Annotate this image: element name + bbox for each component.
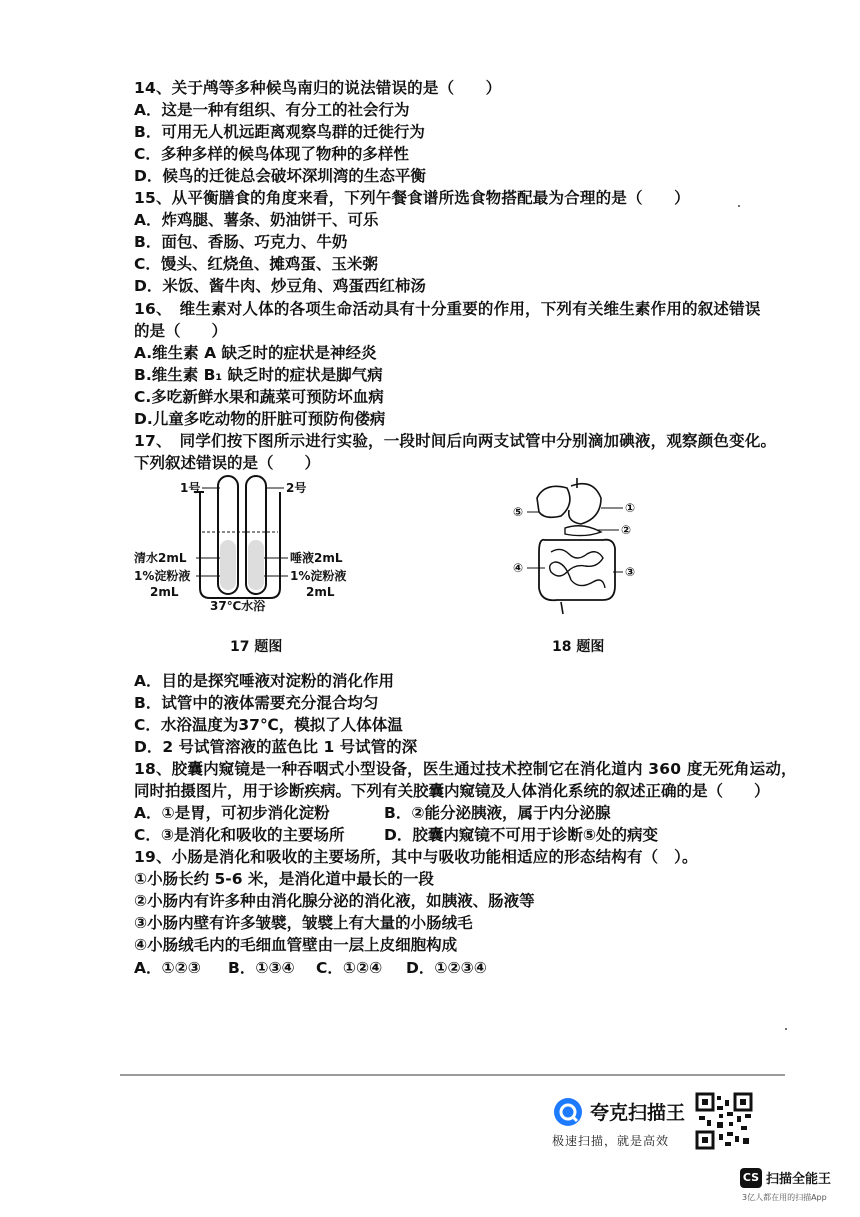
marker-4: ④ bbox=[513, 561, 524, 575]
q15-option-a: A．炸鸡腿、薯条、奶油饼干、可乐 bbox=[134, 211, 379, 229]
liver-shape bbox=[537, 486, 570, 517]
figure18-caption: 18 题图 bbox=[552, 639, 605, 655]
q18-option-a: A．①是胃，可初步消化淀粉 bbox=[134, 804, 330, 822]
q19-item-4: ④小肠绒毛内的毛细血管壁由一层上皮细胞构成 bbox=[134, 936, 458, 954]
q16-option-d: D.儿童多吃动物的肝脏可预防佝偻病 bbox=[134, 410, 386, 428]
camscanner-logo-icon: CS bbox=[740, 1168, 762, 1188]
figure17-caption: 17 题图 bbox=[230, 639, 283, 655]
q16-option-c: C.多吃新鲜水果和蔬菜可预防坏血病 bbox=[134, 388, 384, 406]
quark-logo-icon bbox=[552, 1096, 584, 1128]
marker-5: ⑤ bbox=[513, 505, 524, 519]
q18-option-c: C．③是消化和吸收的主要场所 bbox=[134, 826, 345, 844]
scan-speck bbox=[738, 205, 740, 207]
q15-option-c: C．馒头、红烧鱼、摊鸡蛋、玉米粥 bbox=[134, 255, 378, 273]
camscanner-watermark bbox=[740, 1166, 850, 1206]
q14-option-c: C．多种多样的候鸟体现了物种的多样性 bbox=[134, 145, 409, 163]
stomach-shape bbox=[569, 484, 601, 524]
qr-code-icon bbox=[695, 1092, 753, 1150]
q14-option-a: A．这是一种有组织、有分工的社会行为 bbox=[134, 101, 410, 119]
tube-2-liquid bbox=[248, 540, 264, 590]
q14-stem: 14、关于鸬等多种候鸟南归的说法错误的是（ ） bbox=[134, 79, 502, 97]
q19-option-b: B．①③④ bbox=[228, 959, 295, 977]
marker-3: ③ bbox=[625, 565, 636, 579]
q16-option-a: A.维生素 A 缺乏时的症状是神经炎 bbox=[134, 344, 377, 362]
q19-item-1: ①小肠长约 5-6 米，是消化道中最长的一段 bbox=[134, 870, 434, 888]
q16-option-b: B.维生素 B₁ 缺乏时的症状是脚气病 bbox=[134, 366, 383, 384]
q17-option-d: D．2 号试管溶液的蓝色比 1 号试管的深 bbox=[134, 738, 418, 756]
q18-option-d: D．胶囊内窥镜不可用于诊断⑤处的病变 bbox=[384, 826, 658, 844]
quark-app-name: 夸克扫描王 bbox=[590, 1102, 686, 1124]
q18-stem-line1: 18、胶囊内窥镜是一种吞咽式小型设备，医生通过技术控制它在消化道内 360 度无死角运动， bbox=[134, 760, 797, 778]
q17-stem-line2: 下列叙述错误的是（ ） bbox=[134, 454, 321, 472]
page-bottom-rule bbox=[120, 1074, 785, 1076]
q17-option-a: A．目的是探究唾液对淀粉的消化作用 bbox=[134, 672, 394, 690]
tube-2-starch-label: 1%淀粉液 bbox=[290, 569, 347, 583]
tube-2-label: 2号 bbox=[286, 481, 307, 495]
q19-item-2: ②小肠内有许多种由消化腺分泌的消化液，如胰液、肠液等 bbox=[134, 892, 535, 910]
tube-1-label: 1号 bbox=[180, 481, 201, 495]
q15-option-d: D．米饭、酱牛肉、炒豆角、鸡蛋西红柿汤 bbox=[134, 277, 426, 295]
tube-1-liquid bbox=[220, 540, 236, 590]
quark-slogan: 极速扫描，就是高效 bbox=[552, 1134, 670, 1148]
marker-2: ② bbox=[621, 523, 632, 537]
q14-option-d: D．候鸟的迁徙总会破坏深圳湾的生态平衡 bbox=[134, 167, 426, 185]
q19-option-c: C．①②④ bbox=[316, 959, 383, 977]
tube-1-volume-label: 2mL bbox=[150, 585, 179, 599]
figure18-digestive-system bbox=[505, 476, 645, 616]
camscanner-name: 扫描全能王 bbox=[766, 1172, 832, 1187]
q14-option-b: B．可用无人机远距离观察鸟群的迁徙行为 bbox=[134, 123, 425, 141]
q18-options-row-2 bbox=[134, 823, 658, 845]
tube-2-volume-label: 2mL bbox=[306, 585, 335, 599]
q19-option-d: D．①②③④ bbox=[406, 959, 487, 977]
q19-options-row bbox=[134, 956, 487, 978]
q17-stem-line1: 17、 同学们按下图所示进行实验，一段时间后向两支试管中分别滴加碘液，观察颜色变化。 bbox=[134, 432, 777, 450]
tube-1-water-label: 清水2mL bbox=[134, 551, 187, 565]
q17-option-b: B．试管中的液体需要充分混合均匀 bbox=[134, 694, 379, 712]
rectum-shape bbox=[561, 602, 563, 614]
camscanner-tagline: 3亿人都在用的扫描App bbox=[742, 1193, 827, 1202]
scan-speck bbox=[785, 1028, 787, 1030]
q18-options-row-1 bbox=[134, 801, 610, 823]
tube-2-saliva-label: 唾液2mL bbox=[290, 551, 343, 565]
q16-stem-line2: 的是（ ） bbox=[134, 322, 228, 340]
q17-option-c: C．水浴温度为37℃，模拟了人体体温 bbox=[134, 716, 403, 734]
q19-stem: 19、小肠是消化和吸收的主要场所，其中与吸收功能相适应的形态结构有（ ）。 bbox=[134, 848, 698, 866]
pancreas-shape bbox=[565, 526, 601, 536]
figure17-test-tubes bbox=[130, 470, 370, 615]
tube-1-starch-label: 1%淀粉液 bbox=[134, 569, 191, 583]
beaker-outline bbox=[200, 492, 280, 598]
q16-stem-line1: 16、 维生素对人体的各项生命活动具有十分重要的作用，下列有关维生素作用的叙述错误 bbox=[134, 300, 761, 318]
marker-1: ① bbox=[625, 501, 636, 515]
water-bath-label: 37℃水浴 bbox=[210, 599, 266, 613]
q19-option-a: A．①②③ bbox=[134, 959, 201, 977]
q15-stem: 15、从平衡膳食的角度来看，下列午餐食谱所选食物搭配最为合理的是（ ） bbox=[134, 189, 690, 207]
q15-option-b: B．面包、香肠、巧克力、牛奶 bbox=[134, 233, 348, 251]
q19-item-3: ③小肠内壁有许多皱襞，皱襞上有大量的小肠绒毛 bbox=[134, 914, 473, 932]
small-intestine-shape bbox=[550, 549, 605, 588]
q18-option-b: B．②能分泌胰液，属于内分泌腺 bbox=[384, 804, 611, 822]
q18-stem-line2: 同时拍摄图片，用于诊断疾病。下列有关胶囊内窥镜及人体消化系统的叙述正确的是（ ） bbox=[134, 782, 770, 800]
